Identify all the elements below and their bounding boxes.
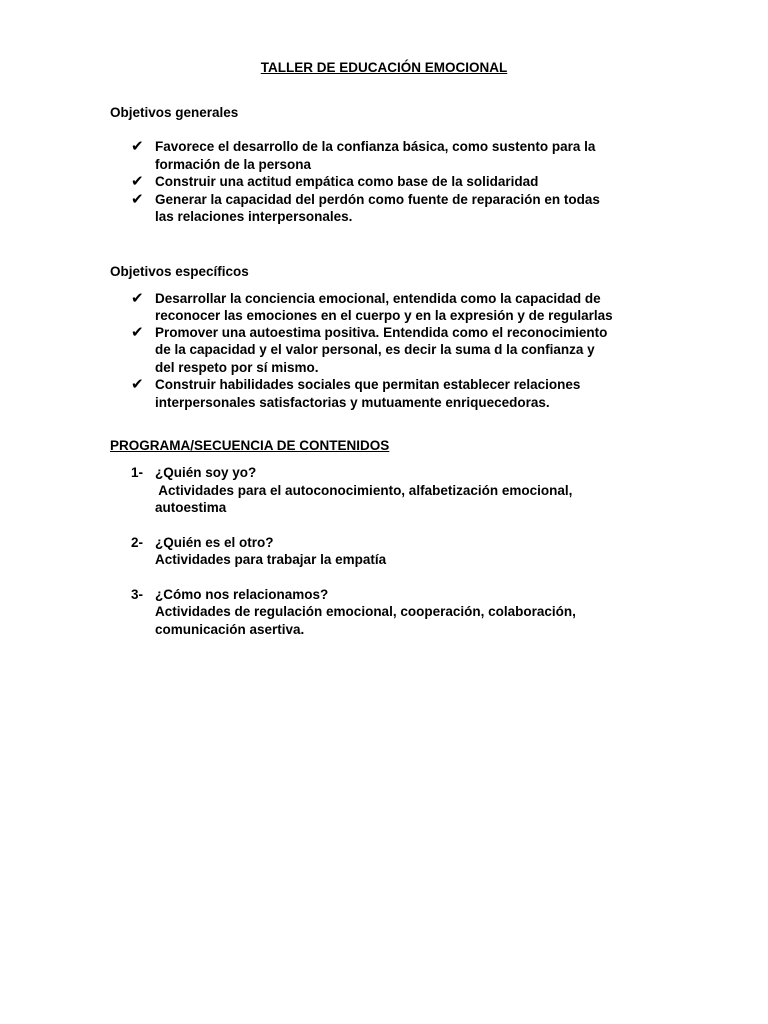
list-item-text-line: de la capacidad y el valor personal, es decir la suma d la confianza y xyxy=(155,342,595,357)
list-item-text-line: Construir una actitud empática como base de la solidaridad xyxy=(155,174,539,189)
checkmark-icon: ✔ xyxy=(131,137,144,155)
item-description-line: comunicación asertiva. xyxy=(155,622,305,637)
program-heading: PROGRAMA/SECUENCIA DE CONTENIDOS xyxy=(110,438,390,453)
list-item-text-line: formación de la persona xyxy=(155,157,312,172)
list-item-text-line: Promover una autoestima positiva. Entendida como el reconocimiento xyxy=(155,325,608,340)
checkmark-icon: ✔ xyxy=(131,323,144,341)
item-description-line: Actividades para trabajar la empatía xyxy=(155,552,387,567)
document-title: TALLER DE EDUCACIÓN EMOCIONAL xyxy=(260,60,508,75)
list-item-text-line: del respeto por sí mismo. xyxy=(155,360,319,375)
specific-objectives-heading: Objetivos específicos xyxy=(110,264,249,279)
checkmark-icon: ✔ xyxy=(131,289,144,307)
checkmark-icon: ✔ xyxy=(131,172,144,190)
item-number: 2- xyxy=(131,535,144,550)
checkmark-icon: ✔ xyxy=(131,190,144,208)
item-question: ¿Cómo nos relacionamos? xyxy=(155,587,329,602)
list-item-text-line: Favorece el desarrollo de la confianza básica, como sustento para la xyxy=(155,139,596,154)
checkmark-icon: ✔ xyxy=(131,375,144,393)
general-objectives-heading: Objetivos generales xyxy=(110,105,239,120)
list-item-text-line: Generar la capacidad del perdón como fuente de reparación en todas xyxy=(155,192,600,207)
item-number: 3- xyxy=(131,587,144,602)
list-item-text-line: interpersonales satisfactorias y mutuamente enriquecedoras. xyxy=(155,395,550,410)
list-item-text-line: las relaciones interpersonales. xyxy=(155,209,353,224)
item-question: ¿Quién soy yo? xyxy=(155,465,257,480)
list-item-text-line: reconocer las emociones en el cuerpo y en la expresión y de regularlas xyxy=(155,308,613,323)
item-description-line: Actividades para el autoconocimiento, alfabetización emocional, xyxy=(155,483,573,498)
item-number: 1- xyxy=(131,465,144,480)
item-question: ¿Quién es el otro? xyxy=(155,535,274,550)
item-description-line: autoestima xyxy=(155,500,227,515)
item-description-line: Actividades de regulación emocional, cooperación, colaboración, xyxy=(155,604,576,619)
list-item-text-line: Desarrollar la conciencia emocional, entendida como la capacidad de xyxy=(155,291,601,306)
list-item-text-line: Construir habilidades sociales que permitan establecer relaciones xyxy=(155,377,581,392)
